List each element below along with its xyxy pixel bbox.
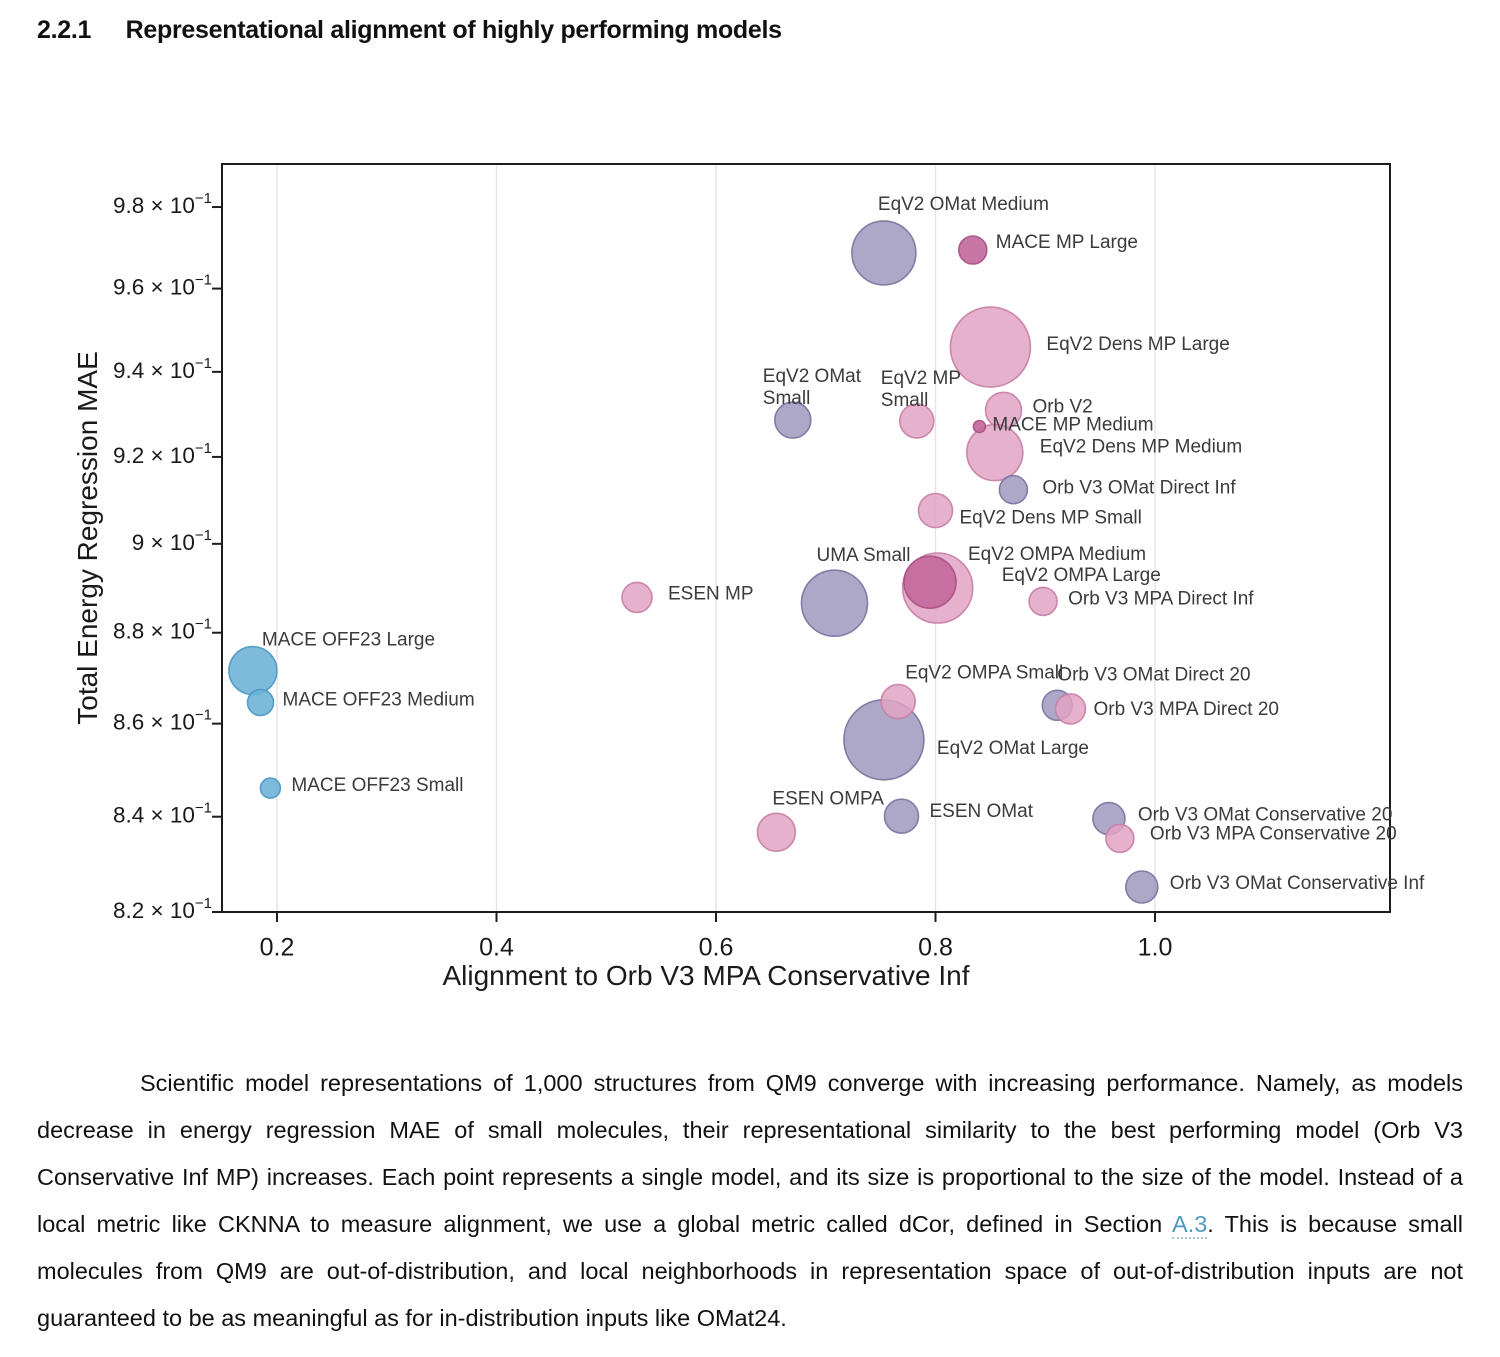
bubble-label-eqv2-omat-small: EqV2 OMat Small [762, 366, 862, 410]
bubble-esen-ompa [757, 813, 795, 851]
bubble-eqv2-dens-mp-large [950, 307, 1030, 387]
bubble-label-eqv2-dens-mp-small: EqV2 Dens MP Small [959, 507, 1142, 529]
bubble-uma-small [802, 570, 868, 636]
y-tick-label: $9.8 \times 10^{-1}$ [112, 190, 212, 218]
bubble-label-mace-mp-large: MACE MP Large [995, 232, 1139, 254]
bubble-label-eqv2-dens-mp-medium: EqV2 Dens MP Medium [1039, 436, 1243, 458]
bubble-label-orb-v3-mpa-direct-inf: Orb V3 MPA Direct Inf [1068, 588, 1254, 610]
bubble-label-orb-v3-omat-conservative-inf: Orb V3 OMat Conservative Inf [1169, 873, 1425, 895]
bubble-esen-mp [622, 582, 652, 612]
bubble-mace-off23-small [260, 778, 280, 798]
x-tick-label: 0.8 [918, 933, 953, 962]
bubble-label-orb-v3-mpa-direct-20: Orb V3 MPA Direct 20 [1093, 698, 1279, 720]
bubble-orb-v3-mpa-direct-20 [1056, 694, 1086, 724]
bubble-eqv2-dens-mp-small [919, 494, 953, 528]
bubble-label-orb-v3-omat-direct-inf: Orb V3 OMat Direct Inf [1042, 477, 1236, 499]
x-tick-label: 0.2 [259, 933, 295, 962]
bubble-label-eqv2-dens-mp-large: EqV2 Dens MP Large [1046, 334, 1230, 356]
section-title: Representational alignment of highly performing models [125, 16, 782, 44]
bubble-label-eqv2-mp-small: EqV2 MP Small [880, 368, 962, 412]
bubble-eqv2-omat-medium [852, 221, 916, 285]
bubble-label-esen-ompa: ESEN OMPA [772, 788, 884, 810]
x-tick-label: 0.6 [698, 933, 734, 962]
bubble-mace-mp-medium [973, 421, 985, 433]
bubble-label-mace-off23-medium: MACE OFF23 Medium [282, 689, 475, 711]
x-axis-title: Alignment to Orb V3 MPA Conservative Inf [442, 960, 970, 991]
y-tick-label: $8.6 \times 10^{-1}$ [112, 706, 212, 735]
bubble-label-eqv2-omat-medium: EqV2 OMat Medium [877, 193, 1049, 215]
bubble-orb-v3-omat-direct-inf [999, 476, 1027, 504]
bubble-label-esen-omat: ESEN OMat [929, 801, 1033, 823]
y-axis-title: Total Energy Regression MAE [72, 351, 103, 725]
bubble-esen-omat [885, 799, 919, 833]
bubble-orb-v3-omat-conservative-inf [1126, 871, 1158, 903]
y-tick-label: $8.4 \times 10^{-1}$ [112, 799, 212, 828]
bubble-label-mace-off23-large: MACE OFF23 Large [261, 629, 436, 651]
bubble-label-uma-small: UMA Small [816, 545, 911, 567]
bubble-eqv2-ompa-small [881, 685, 915, 719]
section-a3-link[interactable]: A.3 [1172, 1210, 1208, 1237]
caption-text-after: . This is because small molecules from QM9 are out-of-distribution, and local neighborhoods in representation space of out-of-distribution inputs are not guaranteed to be as meaningful as for in-distribution inputs like OMat24. [37, 1210, 1463, 1331]
bubble-orb-v3-mpa-conservative-20 [1106, 824, 1134, 852]
y-tick-label: $9.4 \times 10^{-1}$ [112, 354, 212, 383]
bubble-label-orb-v3-omat-conservative-20: Orb V3 OMat Conservative 20 [1137, 804, 1393, 826]
bubble-label-orb-v3-omat-direct-20: Orb V3 OMat Direct 20 [1057, 664, 1251, 686]
bubble-label-eqv2-omat-large: EqV2 OMat Large [936, 737, 1089, 759]
bubble-orb-v3-mpa-direct-inf [1029, 587, 1057, 615]
section-number: 2.2.1 [37, 16, 92, 44]
bubble-mace-off23-large [229, 647, 277, 695]
x-tick-label: 0.4 [479, 933, 514, 962]
bubble-label-orb-v2: Orb V2 [1032, 396, 1093, 418]
caption-text-before: Scientific model representations of 1,000 structures from QM9 converge with increasing performance. Namely, as models decrease in energy regression MAE of small molecules, their representational similarity to the best performing model (Orb V3 Conservative Inf MP) increases. Each point represents a single model, and its size is proportional to the size of the model. Instead of a local metric like CKNNA to measure alignment, we use a global metric called dCor, defined in Section [37, 1069, 1463, 1237]
bubble-label-esen-mp: ESEN MP [668, 583, 754, 605]
bubble-eqv2-ompa-medium [904, 556, 956, 608]
y-tick-label: $9 \times 10^{-1}$ [131, 526, 212, 555]
y-tick-label: $9.2 \times 10^{-1}$ [112, 439, 212, 468]
bubble-label-mace-mp-medium: MACE MP Medium [992, 414, 1154, 436]
y-tick-label: $9.6 \times 10^{-1}$ [112, 271, 212, 300]
bubble-label-orb-v3-mpa-conservative-20: Orb V3 MPA Conservative 20 [1149, 823, 1397, 845]
bubble-mace-mp-large [959, 236, 987, 264]
bubble-mace-off23-medium [248, 690, 274, 716]
bubble-label-eqv2-ompa-small: EqV2 OMPA Small [905, 662, 1064, 684]
x-tick-label: 1.0 [1137, 933, 1173, 962]
y-tick-label: $8.8 \times 10^{-1}$ [112, 615, 212, 644]
bubble-label-mace-off23-small: MACE OFF23 Small [291, 775, 464, 797]
figure-caption [37, 1060, 1463, 1342]
bubble-label-eqv2-ompa-medium: EqV2 OMPA Medium [968, 544, 1147, 566]
bubble-label-eqv2-ompa-large: EqV2 OMPA Large [1001, 565, 1161, 587]
y-tick-label: $8.2 \times 10^{-1}$ [112, 894, 212, 923]
